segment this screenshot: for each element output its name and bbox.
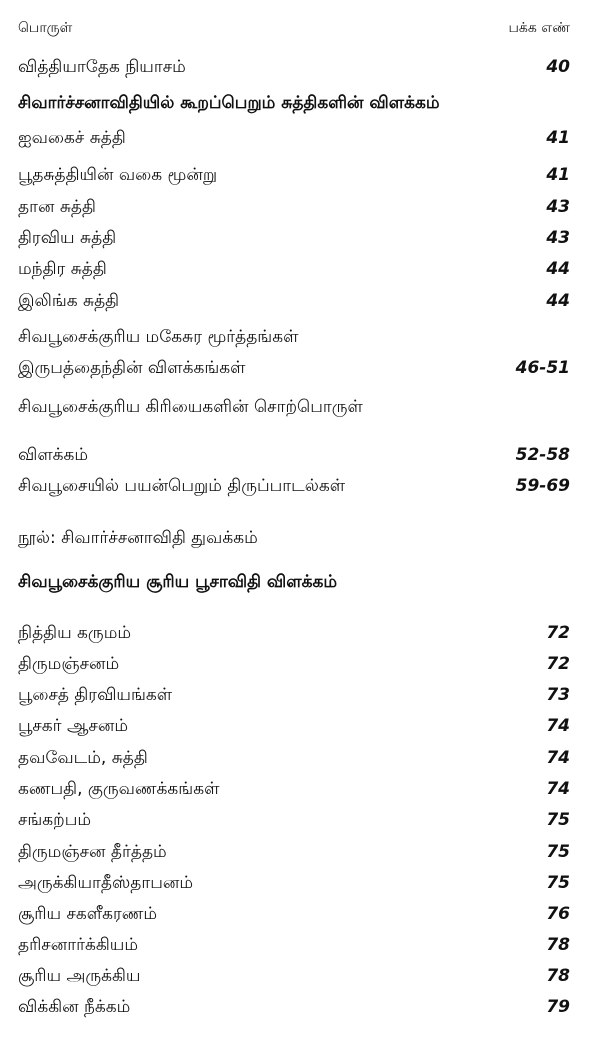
toc-entry: [18, 870, 570, 896]
toc-entry: [18, 682, 570, 708]
toc-entry-title: சிவபூசைக்குரிய கிரியைகளின் சொற்பொருள்: [18, 397, 363, 417]
toc-entry-page: 46-51: [515, 358, 570, 378]
toc-entry-title: அருக்கியாதீஸ்தாபனம்: [18, 873, 194, 893]
section-heading: [18, 525, 570, 551]
toc-entry-title: இலிங்க சுத்தி: [18, 291, 120, 311]
toc-entry: [18, 963, 570, 989]
toc-entry-title: ஐவகைச் சுத்தி: [18, 128, 126, 148]
toc-entry: [18, 620, 570, 646]
toc-entry-page: 44: [546, 259, 570, 279]
column-header-topic: பொருள்: [18, 20, 73, 36]
toc-entry-page: 75: [546, 810, 570, 830]
toc-entry-title: பூசைத் திரவியங்கள்: [18, 685, 173, 705]
toc-entry: [18, 776, 570, 802]
toc-entry: [18, 713, 570, 739]
toc-entry: [18, 807, 570, 833]
toc-entry-page: 79: [546, 997, 570, 1017]
toc-entry: [18, 932, 570, 958]
toc-entry-page: 74: [546, 779, 570, 799]
toc-entry: [18, 839, 570, 865]
toc-entry: [18, 745, 570, 771]
toc-entry-title: நித்திய கருமம்: [18, 623, 132, 643]
toc-entry-page: 74: [546, 748, 570, 768]
toc-entry: [18, 162, 570, 188]
toc-entry: [18, 901, 570, 927]
toc-entry-title: சிவார்ச்சனாவிதியில் கூறப்பெறும் சுத்திகளின் விளக்கம்: [18, 93, 440, 113]
toc-entry-title: சூரிய அருக்கிய: [18, 966, 141, 986]
toc-entry: [18, 125, 570, 151]
toc-entry-page: 76: [546, 904, 570, 924]
toc-entry-title: திரவிய சுத்தி: [18, 228, 117, 248]
toc-entry: [18, 994, 570, 1020]
toc-entry: [18, 194, 570, 220]
toc-entry-page: 44: [546, 291, 570, 311]
toc-entry: [18, 473, 570, 499]
toc-entry-title: பூசகர் ஆசனம்: [18, 716, 129, 736]
toc-entry: [18, 225, 570, 251]
toc-entry-page: 43: [546, 228, 570, 248]
toc-entry-page: 73: [546, 685, 570, 705]
toc-entry-page: 74: [546, 716, 570, 736]
toc-entry-page: 78: [546, 935, 570, 955]
toc-entry-title: திருமஞ்சனம்: [18, 654, 120, 674]
toc-entry-title: தான சுத்தி: [18, 197, 96, 217]
toc-entry-title: தவவேடம், சுத்தி: [18, 748, 148, 768]
toc-entry-title: இருபத்தைந்தின் விளக்கங்கள்: [18, 358, 246, 378]
toc-entry: [18, 256, 570, 282]
toc-entry-page: 52-58: [515, 445, 570, 465]
toc-entry: [18, 54, 570, 80]
toc-entry-title: சூரிய சகளீகரணம்: [18, 904, 158, 924]
toc-entry-title: சங்கற்பம்: [18, 810, 92, 830]
toc-entry-title: விக்கின நீக்கம்: [18, 997, 131, 1017]
toc-entry: [18, 355, 570, 381]
toc-entry-page: 41: [546, 165, 570, 185]
toc-entry-page: 75: [546, 842, 570, 862]
toc-entry-title: கணபதி, குருவணக்கங்கள்: [18, 779, 220, 799]
toc-entry: [18, 394, 570, 420]
toc-entry-title: தரிசனார்க்கியம்: [18, 935, 139, 955]
toc-entry: [18, 90, 570, 116]
toc-entry-title: வித்தியாதேக நியாசம்: [18, 57, 186, 77]
toc-entry-page: 59-69: [515, 476, 570, 496]
toc-entry-title: சிவபூசைக்குரிய மகேசுர மூர்த்தங்கள்: [18, 327, 299, 347]
toc-entry-title: பூதசுத்தியின் வகை மூன்று: [18, 165, 218, 185]
toc-entry-page: 40: [546, 57, 570, 77]
toc-entry: [18, 442, 570, 468]
toc-entry-title: திருமஞ்சன தீர்த்தம்: [18, 842, 167, 862]
toc-entry-page: 78: [546, 966, 570, 986]
toc-entry-title: சிவபூசையில் பயன்பெறும் திருப்பாடல்கள்: [18, 476, 346, 496]
toc-entry-title: விளக்கம்: [18, 445, 89, 465]
toc-entry: [18, 651, 570, 677]
toc-entry-page: 41: [546, 128, 570, 148]
toc-entry-page: 72: [546, 623, 570, 643]
toc-entry-title: மந்திர சுத்தி: [18, 259, 107, 279]
toc-entry-page: 75: [546, 873, 570, 893]
toc-entry: [18, 324, 570, 350]
toc-entry-page: 43: [546, 197, 570, 217]
section-title: நூல்: சிவார்ச்சனாவிதி துவக்கம்: [18, 528, 258, 548]
toc-entry-page: 72: [546, 654, 570, 674]
section-subheading: [18, 569, 570, 595]
toc-entry: [18, 288, 570, 314]
section-subtitle: சிவபூசைக்குரிய சூரிய பூசாவிதி விளக்கம்: [18, 572, 338, 592]
column-header-page-number: பக்க எண்: [508, 20, 570, 36]
